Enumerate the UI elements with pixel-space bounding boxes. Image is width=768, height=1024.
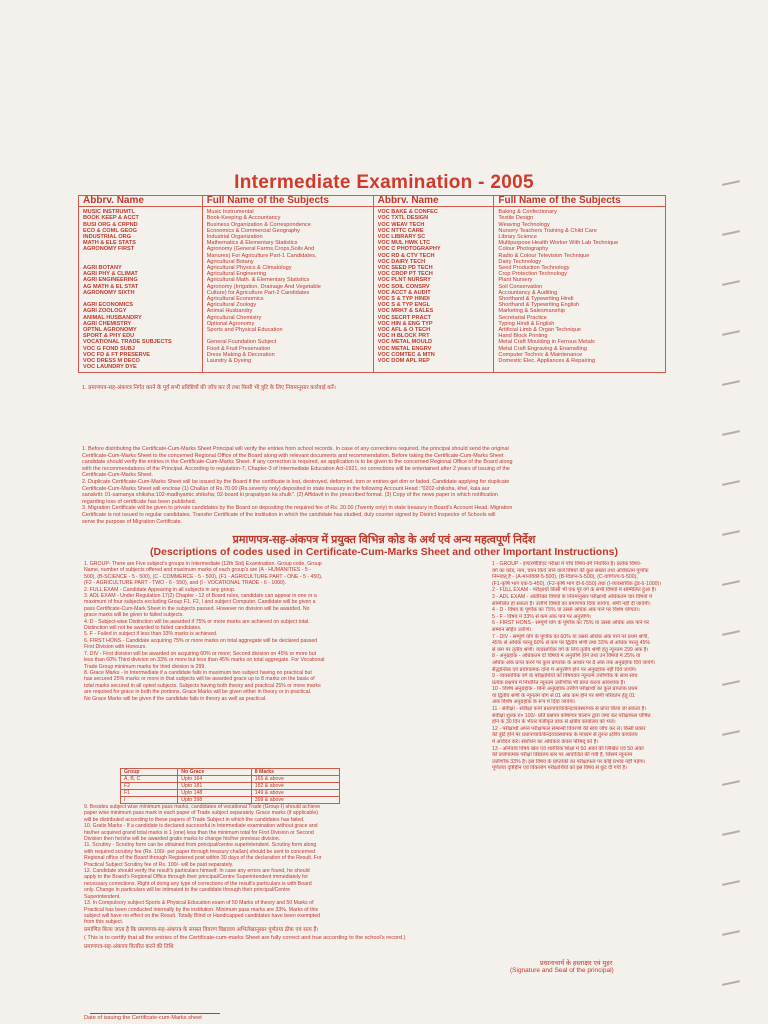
punch-hole-mark [722, 730, 740, 736]
right-abbrv-column [373, 207, 494, 373]
subject-full-name: General Foundation Subject [206, 339, 277, 346]
subject-abbrv: VOC ACCT & AUDIT [377, 289, 431, 296]
hindi-heading: प्रमाणपत्र-सह-अंकपत्र में प्रयुक्त विभिन्न कोड के अर्थ एवं अन्य महत्वपूर्ण निर्देश [232, 534, 536, 546]
instruction-line-hindi: निम्नवत् हैं - (A-मानविकी-5-500), (B-विज्ञान-5-500), (C-वाणिज्य-5-500), [492, 574, 638, 581]
punch-hole-mark [722, 230, 740, 236]
instruction-line-hindi: पूर्णतया दृष्टिहीन एवं विकलांग परीक्षार्थियों को इस विषय से छूट दी गयी है। [492, 765, 628, 772]
subject-full-name: Agricultural Math. & Elementary Statistics [206, 277, 310, 284]
instruction-line: 4. D - Subject-wise Distinction will be awarded if 75% or more marks are achieved on subject total. [84, 618, 310, 625]
table-row [121, 797, 340, 804]
subject-full-name: Radio & Colour Television Technique [498, 252, 590, 259]
instruction-line: Practical Subject Scrutiny fee of Rs. 100/- will be paid separately. [84, 861, 234, 868]
instruction-line: only. Change in particulars will be intimated to the candidate through their principal/Centre [84, 887, 291, 894]
instruction-line-hindi: की प्रयोगात्मक परीक्षा विद्यालय स्तर पर आयोजित की गयी है, जिसमें न्यूनतम [492, 752, 633, 759]
subject-abbrv: AG MATH & EL STAT [83, 283, 139, 290]
instruction-line-hindi: 1 - GROUP - इण्टरमीडिएट परीक्षा में पाँच विषय-वर्ग निर्धारित हैं। प्रत्येक विषय- [492, 561, 642, 567]
subject-abbrv: VOC MUL HWK LTC [377, 240, 431, 247]
subject-full-name: Shorthand & Typewriting Hindi [498, 296, 574, 303]
subject-abbrv: VOC C PHOTOGRAPHY [377, 246, 441, 253]
subject-full-name: Metal Craft Engraving & Enamelling [498, 345, 588, 352]
subject-full-name: Accountancy & Auditing [498, 289, 558, 296]
subject-abbrv: VOC S & TYP HINDI [377, 296, 430, 303]
instruction-line: Name, number of subjects offered and maximum marks of each group's are (A - HUMANITIES - 5 - [84, 567, 311, 574]
instruction-line: with required scrutiny fee (Rs. 100/- per paper through treasury challan) should be sent to concerned [84, 848, 315, 855]
subject-full-name: Secretarial Practice [498, 314, 547, 321]
subject-full-name: Optional Agronomy [206, 320, 255, 327]
instruction-line-hindi: 7 - DIV - सम्पूर्ण योग के पूर्णांक का 60% या उससे अधिक अंक पाने पर प्रथम श्रेणी, [492, 633, 649, 640]
subject-abbrv: BOOK KEEP & ACCT [83, 215, 139, 222]
instruction-line: pass Certificate-Cum-Mark Sheet in the subjects passed. However no division will be awarded. No [84, 605, 310, 612]
instruction-line-hindi: से कम पर तृतीय श्रेणी। व्यवसायिक वर्ग के लिये तृतीय श्रेणी हेतु न्यूनतम 299 अंक हैं। [492, 646, 649, 653]
instruction-line: necessary corrections. Right of doing any type of corrections of the result's particulars is with Board [84, 880, 312, 887]
subject-abbrv: VOC SOIL CONSRV [377, 283, 430, 290]
punch-hole-mark [722, 480, 740, 486]
subject-abbrv: VOC G FOND SUBJ [83, 345, 135, 352]
note-line: Certificate-Cum-Marks Sheet to the concerned Regional Office of the Board along with relevant documents and recommendation. Before taking the Certificate-Cum-Marks Sheet [82, 452, 504, 459]
subject-full-name: Mathematics & Elementary Statistics [206, 240, 298, 247]
page-title: Intermediate Examination - 2005 [234, 172, 534, 193]
subject-full-name: Metal Craft Moulding in Ferrous Metals [498, 339, 595, 346]
punch-hole-mark [722, 930, 740, 936]
subjects-table [78, 195, 666, 373]
punch-hole-mark [722, 330, 740, 336]
subject-abbrv: MUSIC INSTRUMTL [83, 209, 135, 216]
instruction-line-hindi: सम्मान सहित उत्तीर्ण। [492, 626, 532, 633]
punch-hole-mark [722, 980, 740, 986]
grace-header-cell: Group [121, 769, 178, 776]
left-instructions-continued [84, 804, 374, 926]
instruction-line: 2. FULL EXAM - Candidate Appearing in all subjects in any group. [84, 586, 236, 593]
signature-label-hindi: प्रधानाचार्य के हस्ताक्षर एवं मुहर [540, 960, 613, 967]
instruction-line: 12. Candidate should verify the result's particulars himself. In case any errors are found, he should [84, 868, 310, 875]
punch-hole-mark [722, 830, 740, 836]
subject-abbrv: VOC NTTC CARE [377, 227, 424, 234]
instruction-line: subject will have no effect on the Result. Totally Blind or Handicapped candidates have been exempted [84, 912, 320, 919]
subject-full-name: Food & Fruit Preservation [206, 345, 271, 352]
subject-abbrv: VOC BAKE & CONFEC [377, 209, 438, 216]
instruction-line: (F2 - AGRICULTURE PART - TWO - 6 - 550), and (I - VOCATIONAL TRADE - 6 - 1000). [84, 580, 287, 587]
subject-full-name: Computer Technic & Maintenance [498, 351, 583, 358]
instruction-line-hindi: 45% से अधिक परन्तु 60% से कम पर द्वितीय श्रेणी तथा 33% से अधिक परन्तु 45% [492, 640, 651, 647]
subject-full-name: Soil Conservation [498, 283, 543, 290]
subject-abbrv: VOC METAL MOULD [377, 339, 433, 346]
grace-cell: F1 [121, 790, 178, 797]
subject-full-name: Business Organization & Correspondence [206, 221, 311, 228]
grace-cell: A, B, C [121, 776, 178, 783]
instruction-line-hindi: उत्तीर्णांक 33% है। इस विषय के प्राप्तांकों का परीक्षाफल पर कोई प्रभाव नहीं पड़ेगा। [492, 758, 646, 765]
subject-abbrv: VOC DOM APL REP [377, 358, 430, 365]
instruction-line: has secured 25% marks or more in that subjects will be awarded grace up to 8 marks on the basis of [84, 676, 315, 683]
instruction-line: will be distributed according to these papers of Trade Subject in which the candidates has failed. [84, 816, 305, 823]
instruction-line: 3. ADL EXAM - Under Regulation 17(2) Chapter - 12 of Board rules, candidate can appear in one or a [84, 593, 317, 600]
instruction-line: 13. In Compulsory subject Sports & Physical Education exam of 50 Marks of theory and 50 Marks of [84, 900, 314, 907]
note-line: 3. Migration Certificate will be given to private candidates by the Board on depositing the required fee of Rs. 20.00 (Twenty only) in state treasury in Board's Account Head. Migration [82, 505, 513, 512]
note-line: serve the purpose of Migration Certificate. [82, 518, 183, 525]
instruction-line-hindi: संवीक्षा शुल्क रु० 100/- प्रति प्रश्नपत्र कोषागार चालान द्वारा जमा कर परीक्षाफल घोषित [492, 712, 651, 719]
subject-abbrv: ANIMAL HUSBANDRY [83, 314, 142, 321]
subject-full-name: Agronomy (General Farms,Crops,Soils And [206, 246, 315, 253]
note-line: with the recommendations of the Principal. According to regulation-7, Chapter-3 of Intermediate Education Act-1921, no corrections will be entertained after 2 years of issuing of the [82, 465, 510, 472]
instruction-line: are required for grace in both the portions. Grace Marks will be given either in theory or in practical. [84, 689, 312, 696]
table-row [121, 783, 340, 790]
grace-cell: 182 & above [251, 783, 339, 790]
subject-abbrv: VOC AFL & O TECH [377, 327, 431, 334]
subject-full-name: Baking & Confectionary [498, 209, 557, 216]
left-abbrv-column [79, 207, 203, 373]
instruction-line-hindi: 2 - FULL EXAM - परीक्षार्थी किसी भी एक पूरे वर्ग के सभी विषयों में सम्मिलित हुआ है। [492, 587, 657, 594]
grace-cell: 149 & above [251, 790, 339, 797]
note-line: candidate should verify the entries in the Certificate-Cum-Marks Sheet. If any correction is required, an application is to be given to the concerned Regional Office of the Board along [82, 459, 513, 466]
instruction-line-hindi: की त्रुटि होने पर प्रधानाचार्य/केन्द्रव्यवस्थापक के माध्यम से तुरन्त क्षेत्रीय कार्यालय [492, 732, 638, 739]
instruction-line: Division then he/she will be awarded gratis marks to change his/her previous division. [84, 836, 281, 843]
subject-abbrv: VOC H BLOCK PRT [377, 333, 430, 340]
instruction-line-hindi: प्रत्येक प्रश्नपत्र में निर्धारित न्यूनतम उत्तीर्णांक भी प्राप्त करना आवश्यक है। [492, 679, 626, 686]
instruction-line-hindi: (F1-कृषि भाग एक-5-450), (F2-कृषि भाग दो-6-550) तथा (I-व्यवसायिक ट्रेड-6-1000)। [492, 580, 662, 587]
subject-full-name: Hand Block Printing [498, 333, 548, 340]
punch-hole-mark [722, 580, 740, 586]
subject-full-name: Agricultural Engineering [206, 271, 267, 278]
english-notes [82, 446, 666, 525]
certify-hindi: प्रमाणित किया जाता है कि प्रमाणपत्र-सह-अंकपत्र के समस्त विवरण विद्यालय अभिलेखानुसार पूर्णतया ठीक एवं सत्य हैं। [84, 927, 319, 933]
right-instructions [492, 561, 670, 772]
subject-abbrv: AGRI CHEMISTRY [83, 320, 132, 327]
subject-full-name: Culture) for Agriculture Part-2 Candidates [206, 289, 310, 296]
grace-cell: 399 & above [251, 797, 339, 804]
left-full-column [202, 207, 373, 373]
subject-abbrv: VOC RD & CTV TECH [377, 252, 435, 259]
note-line: Certificate-Cum-Marks Sheet. [82, 472, 153, 479]
instruction-line-hindi: 10 - विशेष अनुग्रहांक - बिना अनुग्रहांक उत्तीर्ण परीक्षार्थी का कुल प्राप्तांक प्रथम [492, 686, 638, 693]
grace-cell: Upto 398 [178, 797, 251, 804]
subject-abbrv: AGRI ECONOMICS [83, 302, 134, 309]
subject-full-name: Agricultural Physics & Climatology [206, 265, 292, 272]
hindi-note: 1. प्रमाणपत्र-सह-अंकपत्र निर्गत करने के पूर्व सभी प्रविष्टियों की जाँच कर लें तथा किसी भी त्रुटि के लिए नियमानुसार कार्रवाई करें। [82, 385, 336, 391]
subject-abbrv: VOC COMTEC & MTN [377, 351, 435, 358]
punch-hole-mark [722, 380, 740, 386]
subject-abbrv: VOC METAL ENGRV [377, 345, 432, 352]
instruction-line: from this subject. [84, 919, 124, 926]
grace-cell: I [121, 797, 178, 804]
header-full-right: Full Name of the Subjects [494, 196, 666, 207]
note-line: Certificate-Cum-Marks Sheet will enclose (1) Challan of Rs.70.00 (Rs.seventy only) deposited in state treasury in the following Account Head :"0202-shiksha, khel, kala aur [82, 485, 490, 492]
instruction-line-hindi: 13 - अनिवार्य विषय खेल एवं शारीरिक शिक्षा में 50 अंकों की लिखित एवं 50 अंकों [492, 745, 644, 752]
subject-full-name: Colour Photography [498, 246, 549, 253]
subject-full-name: Nursery Teachers Training & Child Care [498, 227, 597, 234]
instruction-line-hindi: 9 - व्यवसायिक वर्ग के परीक्षार्थियों को विषयवार न्यूनतम उत्तीर्णांक के साथ साथ [492, 673, 638, 680]
instruction-line: Distinction will not be awarded to failed candidates. [84, 625, 202, 632]
subject-full-name: Domestic Elec. Appliances & Repairing [498, 358, 596, 365]
header-abbrv-left: Abbrv. Name [79, 196, 203, 207]
subject-full-name: Dress Making & Decoration [206, 351, 275, 358]
instruction-line-hindi: 5 - F - विषय में 33% से कम अंक पाने पर अनुत्तीर्ण। [492, 613, 591, 620]
subject-full-name: Book-Keeping & Accountancy [206, 215, 281, 222]
instruction-line: paper wise minimum pass mark in each paper of Trade subject separately. Grace marks (if applicable) [84, 810, 319, 817]
subject-abbrv: VOC FD & FT PRESERVE [83, 351, 151, 358]
subject-abbrv: OPTNL AGRONOMY [83, 327, 137, 334]
certify-english: ( This is to certify that all the entries of the Certificate-cum-marks Sheet are fully correct and true according to the school's record.) [84, 935, 406, 941]
subject-abbrv: MATH & ELE STATS [83, 240, 136, 247]
instruction-line: Trade Group minimum marks for third division is 299. [84, 663, 206, 670]
instruction-line-hindi: सैद्धान्तिक एवं प्रयोगात्मक दोनों में अनुत्तीर्ण होने पर अनुग्रहांक नहीं दिये जायेंगे। [492, 666, 637, 673]
instruction-line-hindi: अधिक अंक प्राप्त करने पर कुल प्राप्तांक के आधार पर 8 अंक तक अनुग्रहांक दिये जायेंगे। [492, 659, 656, 666]
subject-abbrv: VOC WEAV TECH [377, 221, 425, 228]
punch-hole-mark [722, 280, 740, 286]
subject-full-name: Agricultural Economics [206, 296, 264, 303]
subject-full-name: Shorthand & Typewriting English [498, 302, 580, 309]
instruction-line: 7. DIV - First division will be awarded on acquiring 60% or more; Second division on 45% or more but [84, 650, 317, 657]
punch-hole-mark [722, 780, 740, 786]
instruction-line: 10. Gratis Marks - If a candidate is declared successful in Intermediate examination without grace and [84, 823, 318, 830]
instruction-line: First Division with Honours. [84, 644, 147, 651]
subject-abbrv: VOC DRESS M DECO [83, 358, 140, 365]
instruction-line: apply to the Board's Regional Office through their principal/Centre Superintendent immediately for [84, 874, 309, 881]
signature-label-english: (Signature and Seal of the principal) [510, 967, 614, 974]
instruction-line: 8. Grace Marks - In Intermediate if a candidate fails in maximum two subject having no practical but [84, 669, 312, 676]
subject-full-name: Weaving Technology [498, 221, 550, 228]
instruction-line: 500), (B-SCIENCE - 5 - 500), (C - COMMERCE - 5 - 500), (F1 - AGRICULTURE PART - ONE - 5 - 450), [84, 573, 323, 580]
instruction-line: No Grace Marks will be given if the candidate fails in theory as well as practical. [84, 695, 267, 702]
subject-full-name: Textile Design [498, 215, 534, 222]
instruction-line-hindi: 3 - ADL EXAM - अतिरिक्त विषयों के नियमानुसार परीक्षार्थी अधिकतम चार विषयों में [492, 593, 653, 600]
instruction-line: Practical has been conducted internally by the institution. Minimum pass marks are 33%. Marks of this [84, 906, 319, 913]
subject-abbrv: BUSI ORG & CRPND [83, 221, 138, 228]
subject-full-name: Agronomy (Irrigation, Drainage And Vegetable [206, 283, 321, 290]
subject-full-name: Agricultural Botany [206, 258, 254, 265]
subject-abbrv: AGRI PHY & CLIMAT [83, 271, 138, 278]
subject-full-name: Typing Hindi & English [498, 320, 555, 327]
instruction-line-hindi: में आवेदन करें। संशोधन का अधिकार केवल परिषद् को है। [492, 739, 599, 746]
grace-cell: F2 [121, 783, 178, 790]
subject-full-name: Animal Husbandry [206, 308, 253, 315]
instruction-line: less than 60% Third division on 33% or more but less than 45% marks on total aggregate. For Vocational [84, 657, 325, 664]
instruction-line-hindi: या द्वितीय श्रेणी के न्यूनतम योग से 01 अंक कम होने पर श्रेणी परिवर्तन हेतु 01 [492, 692, 635, 699]
subject-abbrv: VOC HIN & ENG TYP [377, 320, 433, 327]
subject-abbrv: AGRI ZOOLOGY [83, 308, 127, 315]
subject-abbrv: VOC LIBRARY SC [377, 234, 426, 241]
grace-cell: Upto 164 [178, 776, 251, 783]
note-line: Certificate is not issued to regular candidates. Transfer Certificate of the institution in which the candidate has studied, duly counter signed by District Inspector of Schools will [82, 511, 496, 518]
subject-full-name: Music Instrumental [206, 209, 254, 216]
subject-abbrv: VOC LAUNDRY DYE [83, 364, 137, 371]
instruction-line: 11. Scrutiny - Scrutiny form can be obtained from principal/centre superintendent. Scrutiny form along [84, 842, 317, 849]
subject-abbrv: VOC SEED PD TECH [377, 265, 433, 272]
instruction-line-hindi: 4 - D - विषय के पूर्णांक का 75% या उससे अधिक अंक पाने पर विशेष योग्यता। [492, 607, 640, 614]
date-underline [90, 1003, 220, 1014]
right-full-column [494, 207, 666, 373]
instruction-line: 6. FIRST HONS - Candidate acquiring 75% or more marks on total aggregate will be declared passed [84, 637, 318, 644]
instruction-line: his/her acquired grand total marks is 1 (one) less than the minimum total for First Division or Second [84, 829, 314, 836]
subject-full-name: Plant Nursery [498, 277, 533, 284]
subject-full-name: Economics & Commercial Geography [206, 227, 300, 234]
instruction-line: 1. GROUP- There are Five subject's groups in Intermediate (12th Std) Examination. Group code, Group [84, 561, 322, 567]
subject-abbrv: VOC S & TYP ENGL [377, 302, 431, 309]
grace-header-cell: 8 Marks [251, 769, 339, 776]
note-line: regarding loss of certificate has been published. [82, 498, 197, 505]
instruction-line: total marks secured in all opted subjects. Subjects having both theory and practical 25% or more marks [84, 682, 321, 689]
date-label-hindi: प्रमाणपत्र-सह-अंकपत्र वितरित करने की तिथि [84, 944, 174, 950]
instruction-line-hindi: 6 - FIRST HONS - सम्पूर्ण योग के पूर्णांक का 75% या उससे अधिक अंक पाने पर [492, 620, 650, 627]
subject-abbrv: ECO & COML GEOG [83, 227, 137, 234]
subject-full-name: Sports and Physical Education [206, 327, 283, 334]
subject-abbrv: VOC MRKT & SALES [377, 308, 434, 315]
instruction-line: maximum of four subjects excluding Group F1, F2, I and subject Computer. Candidate will be given a [84, 599, 316, 606]
instruction-line: Regional office of the Board through Registered post within 30 days of the declaration of the Result. For [84, 855, 322, 862]
subject-full-name: Manures) For Agriculture Part-1 Candidates, [206, 252, 317, 259]
header-full-left: Full Name of the Subjects [202, 196, 373, 207]
left-instructions [84, 561, 374, 702]
instruction-line-hindi: वर्ग का कोड, नाम, चयन किये जाने वाले विषयों की कुल संख्या तथा अधिकतम पूर्णांक [492, 567, 649, 574]
instruction-line: 9. Besides subject wise minimum pass marks, candidates of vocational Trade (Group-I) should achieve [84, 804, 321, 810]
subject-abbrv: AGRONOMY SIXTH [83, 289, 135, 296]
punch-hole-mark [722, 430, 740, 436]
table-row [121, 776, 340, 783]
subject-full-name: Seed Production Technology [498, 265, 570, 272]
subject-full-name: Agricultural Chemistry [206, 314, 262, 321]
grace-cell: Upto 181 [178, 783, 251, 790]
instruction-line-hindi: अंक विशेष अनुग्रहांक के रूप में दिया जायेगा। [492, 699, 576, 706]
subject-full-name: Crop Protection Technology [498, 271, 568, 278]
subject-full-name: Library Science [498, 234, 537, 241]
english-heading: (Descriptions of codes used in Certificate-Cum-Marks Sheet and other Important Instructions) [150, 546, 618, 558]
subject-abbrv: INDUSTRIAL ORG [83, 234, 132, 241]
subject-full-name: Artificial Limb & Organ Technique [498, 327, 582, 334]
subject-abbrv: VOC SECRT PRACT [377, 314, 432, 321]
instruction-line-hindi: 11 - संवीक्षा - संवीक्षा फार्म प्रधानाचार्य/केन्द्रव्यवस्थापक से प्राप्त किया जा सकता है। [492, 706, 647, 713]
subject-abbrv: VOC CROP PT TECH [377, 271, 433, 278]
note-line: 2. Duplicate Certificate-Cum-Marks Sheet will be issued by the Board if the certificate is lost, destroyed, deformed, torn or entries get dim or faded. Candidate applying for duplicate [82, 478, 510, 485]
subject-full-name: Marketing & Salesmanship [498, 308, 565, 315]
subject-abbrv: VOC DAIRY TECH [377, 258, 426, 265]
subject-full-name: Agricultural Zoology [206, 302, 257, 309]
instruction-line-hindi: 8 - अनुग्रहांक - अधिकतम दो विषयों में अनुत्तीर्ण होने तथा उन विषयों में 25% या [492, 653, 641, 660]
grace-header-cell: No Grace [178, 769, 251, 776]
instruction-line: 5. F - Failed in subject if less than 33% marks is achieved. [84, 631, 218, 638]
date-label-english: Date of issuing the Certificate-cum-Marks sheet [84, 1015, 202, 1021]
subject-abbrv: AGRONOMY FIRST [83, 246, 135, 253]
subject-full-name: Laundry & Dyeing [206, 358, 252, 365]
subject-full-name: Multipurpose Health Worker With Lab Technique [498, 240, 619, 247]
note-line: 1. Before distributing the Certificate-Cum-Marks Sheet Principal will verify the entries from school records. In case of any corrections required, the principal should send the original [82, 446, 509, 452]
instruction-line: grace marks will be given to failed subjects. [84, 612, 184, 619]
subject-full-name: Industrial Organization [206, 234, 263, 241]
subject-full-name: Dairy Technology [498, 258, 542, 265]
grace-cell: 165 & above [251, 776, 339, 783]
instruction-line-hindi: 12 - परीक्षार्थी अपने परीक्षाफल सम्बन्धी विवरणों की स्वयं जाँच कर लें। किसी प्रकार [492, 725, 646, 732]
subject-abbrv: VOC TXTL DESIGN [377, 215, 429, 222]
table-row [121, 790, 340, 797]
grace-table [120, 768, 340, 804]
subject-abbrv: VOCATIONAL TRADE SUBJECTS [83, 339, 172, 346]
punch-hole-mark [722, 680, 740, 686]
subject-abbrv: SPORT & PHY EDU [83, 333, 135, 340]
subject-abbrv: AGRI BOTANY [83, 265, 122, 272]
subject-abbrv: AGRI ENGINEERING [83, 277, 138, 284]
grace-cell: Upto 148 [178, 790, 251, 797]
note-line: sanskriti: 01-samanya shiksha:102-madhyamic shiksha; 02-board ki prapatiyan ka shulk". (2) Affidavit in the prescribed format. (3) Copy of the news paper in which notification [82, 492, 498, 499]
header-abbrv-right: Abbrv. Name [373, 196, 494, 207]
instruction-line: Superintendent. [84, 893, 121, 900]
punch-hole-mark [722, 880, 740, 886]
subject-abbrv: VOC PLNT NURSRY [377, 277, 431, 284]
instruction-line-hindi: होने के 30 दिन के भीतर पंजीकृत डाक से क्षेत्रीय कार्यालय को भेजें। [492, 719, 616, 726]
punch-hole-mark [722, 630, 740, 636]
instruction-line-hindi: सम्मिलित हो सकता है। उत्तीर्ण विषयों का प्रमाणपत्र दिया जायेगा, श्रेणी नहीं दी जायेगी। [492, 600, 651, 607]
